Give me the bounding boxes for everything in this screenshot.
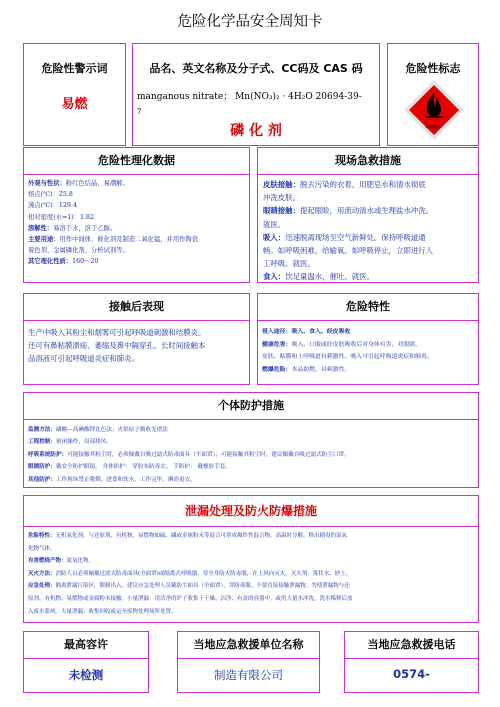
warning-word: 易燃	[61, 97, 88, 112]
ppe-title: 个体防护措施	[218, 399, 284, 412]
product-name-box	[132, 43, 380, 146]
first-aid-row: 皮肤接触：脱去污染的衣着，用肥皂水和清水彻底	[263, 180, 426, 189]
hazard-sign-caption: 易燃液体	[425, 124, 441, 129]
ppe-row: 呼吸系统防护：可能接触其粉尘时，必须佩戴自吸过滤式防毒面具（半面罩）；可能接触其粉尘时，建议佩戴自吸过滤式防尘口罩。	[28, 451, 350, 458]
first-aid-row: 冲洗皮肤。	[263, 193, 300, 203]
contact-title: 接触后表现	[109, 300, 164, 313]
emergency-phone-title: 当地应急救援电话	[367, 638, 456, 651]
spill-list	[28, 530, 353, 618]
physchem-row: 沸点(℃)：129.4	[28, 202, 77, 210]
warning-word-title: 危险性警示词	[41, 62, 108, 75]
ppe-row: 工程控制：密闭操作，局部排风。	[28, 439, 112, 446]
spill-row: 有害燃烧产物：氮氧化物。	[28, 558, 95, 565]
spill-row: 化物气体。	[28, 545, 56, 552]
first-aid-title: 现场急救措施	[335, 154, 401, 167]
spill-row: 危险特性：无机氧化剂。与还原剂、有机物、易燃物如硫、磷或金属粉末等混合可形成爆炸性混合物。高温时分解，释出剧毒的氮氧	[28, 533, 348, 539]
hazard-props-row: 燃爆危险：本品助燃，具刺激性。	[262, 365, 351, 373]
emergency-unit-box	[177, 631, 320, 693]
limit-value: 未检测	[68, 668, 104, 682]
spill-row: 应急处理：隔离泄漏污染区，限制出入。建议应急处理人员戴防尘面具（全面罩），穿防毒服。不要直接接触泄漏物。勿使泄漏物与还	[28, 583, 350, 590]
spill-title: 泄漏处理及防火防爆措施	[184, 504, 317, 518]
flammable-diamond-icon	[402, 78, 466, 142]
emergency-phone-box	[344, 631, 479, 693]
emergency-phone-value: 0574-	[393, 667, 430, 681]
emergency-unit-value: 制造有限公司	[214, 668, 283, 682]
product-name-title: 品名、英文名称及分子式、CC码及 CAS 码	[149, 62, 363, 75]
ppe-row: 眼睛防护：戴安全防护眼镜。 身体防护： 穿胶布防毒衣。 手防护： 戴橡胶手套。	[28, 464, 231, 471]
spill-section	[23, 495, 479, 623]
physchem-row: 着色剂、金属磷化剂、分析试剂等。	[28, 247, 129, 255]
first-aid-section	[257, 147, 479, 283]
ppe-list	[28, 424, 350, 486]
physchem-section	[23, 147, 250, 283]
physchem-title: 危险性理化数据	[98, 154, 175, 167]
first-aid-row: 眼睛接触：提起眼睑，用流动清水或生理盐水冲洗。	[263, 206, 434, 216]
emergency-unit-title: 当地应急救援单位名称	[193, 638, 304, 651]
product-english-name: manganous nitrate； Mn(NO₃)₂ · 4H₂O 20694-39-	[137, 92, 362, 102]
limit-title: 最高容许	[64, 638, 108, 651]
first-aid-list	[263, 178, 433, 284]
contact-section	[23, 293, 250, 385]
product-chinese-name: 磷 化 剂	[230, 123, 282, 139]
first-aid-row: 食入：饮足量温水，催吐。就医。	[263, 272, 374, 282]
physchem-row: 外观与性状：粉红色结晶，易潮解。	[28, 180, 129, 187]
hazard-props-list	[262, 326, 433, 376]
ppe-row: 监测方法：磷酸—高碘酸钾比色法；火焰原子吸收光谱法	[28, 427, 168, 433]
hazard-sign-box	[387, 43, 479, 146]
ppe-section	[23, 392, 479, 488]
hazard-props-row: 皮肤、粘膜和上呼吸道有刺激性。吸入可引起呼吸道炎症和肺炎。	[262, 354, 433, 360]
physchem-list	[28, 178, 198, 268]
physchem-row: 相对密度(水=1)：1.82	[28, 213, 95, 221]
first-aid-row: 工呼吸。就医。	[263, 259, 315, 269]
hazard-props-title: 危险特性	[346, 300, 390, 313]
product-cas-tail: 7	[137, 108, 142, 116]
spill-row: 原剂、有机物、易燃物或金属粉末接触。小量泄漏：用洁净的铲子收集于干燥、洁净、有盖的容器中。或用大量水冲洗，洗水稀释后放	[28, 595, 353, 602]
physchem-row: 其它理化性质：160～20	[28, 258, 99, 266]
document-title: 危险化学品安全周知卡	[177, 14, 323, 30]
physchem-row: 溶解性：易溶于水，溶于乙醇。	[28, 224, 117, 232]
physchem-row: 熔点(℃)：25.8	[28, 191, 73, 199]
first-aid-row: 畅。如呼吸困难，给输氧。如呼吸停止，立即进行人	[263, 246, 433, 256]
hazard-props-row: 侵入途径：吸入、食入、经皮吸收	[262, 328, 351, 335]
contact-text: 生产中吸入其粉尘和烟雾可引起呼吸道刺激和结膜炎。 还可有鼻粘膜溃疡、萎缩及鼻中隔穿孔。长时间接触本 品溶液可引起呼吸道炎症和肺炎。	[28, 328, 206, 364]
spill-row: 入废水系统。大量泄漏：收集回收或运至废物处理场所处置。	[28, 608, 177, 615]
spill-row: 灭火方法：消防人员必须佩戴过滤式防毒面具(全面罩)或隔离式呼吸器、穿全身防火防毒服，在上风向灭火。灭火剂：雾状水、砂土。	[28, 570, 352, 577]
ppe-row: 其他防护：工作现场禁止吸烟、进食和饮水。工作完毕，淋浴更衣。	[28, 476, 196, 483]
limit-box	[23, 631, 149, 693]
warning-word-box	[23, 43, 126, 146]
hazard-sign-title: 危险性标志	[405, 62, 461, 75]
physchem-row: 主要用途：用作中间体、催化剂及制造二氧化锰，并用作陶瓷	[28, 236, 199, 244]
first-aid-row: 吸入：迅速脱离现场至空气新鲜处。保持呼吸道通	[263, 232, 426, 242]
first-aid-row: 就医。	[263, 219, 286, 229]
hazard-props-section	[257, 293, 479, 385]
hazard-props-row: 健康危害：吸入、口服或经皮肤吸收后对身体有害。对眼睛、	[262, 340, 422, 348]
